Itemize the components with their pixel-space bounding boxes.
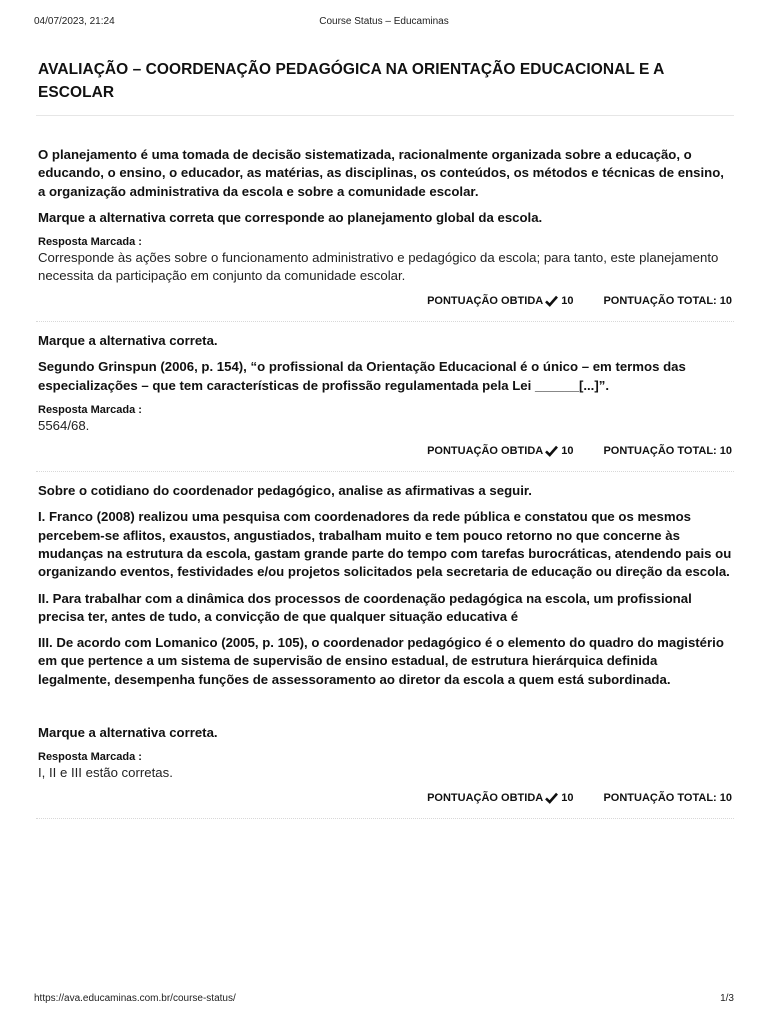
score-obtained-value: 10 — [561, 445, 574, 458]
page-title: AVALIAÇÃO – COORDENAÇÃO PEDAGÓGICA NA ORIENTAÇÃO EDUCACIONAL E A ESCOLAR — [38, 61, 664, 101]
score-row — [38, 291, 732, 311]
print-footer — [34, 993, 734, 1009]
question-1 — [36, 116, 734, 322]
answer-label: Resposta Marcada : — [38, 404, 142, 417]
selected-answer: Corresponde às ações sobre o funcionamento administrativo e pedagógico da escola; para tanto, este planejamento necessita da participação em conjunto da comunidade escolar. — [38, 250, 719, 284]
score-total: PONTUAÇÃO TOTAL: 10 — [603, 445, 732, 458]
print-url: https://ava.educaminas.com.br/course-status/ — [34, 993, 236, 1004]
question-2 — [36, 322, 734, 472]
question-3-paragraph-5: Marque a alternativa correta. — [38, 725, 218, 741]
score-obtained-label: PONTUAÇÃO OBTIDA — [427, 295, 544, 308]
score-obtained-label: PONTUAÇÃO OBTIDA — [427, 445, 544, 458]
checkmark-icon — [545, 792, 558, 804]
question-3-paragraph-3: II. Para trabalhar com a dinâmica dos processos de coordenação pedagógica na escola, um profissional precisa ter, antes de tudo, a convicção de que qualquer situação educativa é — [38, 590, 692, 624]
question-3-paragraph-1: Sobre o cotidiano do coordenador pedagógico, analise as afirmativas a seguir. — [38, 483, 532, 499]
score-total: PONTUAÇÃO TOTAL: 10 — [603, 295, 732, 308]
print-header — [34, 16, 734, 32]
question-1-paragraph-2: Marque a alternativa correta que corresponde ao planejamento global da escola. — [38, 209, 543, 225]
checkmark-icon — [545, 295, 558, 307]
score-obtained — [427, 792, 573, 804]
checkmark-icon — [545, 445, 558, 457]
score-row — [38, 441, 732, 461]
question-2-paragraph-1: Marque a alternativa correta. — [38, 333, 218, 349]
question-1-paragraph-1: O planejamento é uma tomada de decisão sistematizada, racionalmente organizada sobre a educação, o educando, o ensino, o educador, as matérias, as disciplinas, os conteúdos, os métodos e técnicas de ensino, a organização administrativa da escola e sobre a comunidade escolar. — [38, 147, 724, 199]
score-obtained-label: PONTUAÇÃO OBTIDA — [427, 792, 544, 805]
score-total: PONTUAÇÃO TOTAL: 10 — [603, 792, 732, 805]
answer-label: Resposta Marcada : — [38, 751, 142, 764]
question-3-paragraph-2: I. Franco (2008) realizou uma pesquisa com coordenadores da rede pública e constatou que os mesmos percebem-se aflitos, exaustos, angustiados, trabalham muito e tem pouco retorno no que concerne às mudanças na estrutura da escola, gastam grande parte do tempo com tarefas burocráticas, atendendo pais ou organizando eventos, festividades e/ou projetos solicitados pela secretaria de educação ou direção da escola. — [38, 509, 732, 580]
score-row — [38, 788, 732, 808]
selected-answer: 5564/68. — [38, 418, 90, 434]
question-2-paragraph-2: Segundo Grinspun (2006, p. 154), “o profissional da Orientação Educacional é o único – em termos das especializações – que tem características de profissão regulamentada pela Lei ______[...]”. — [38, 359, 686, 393]
score-obtained — [427, 445, 573, 457]
question-3 — [36, 472, 734, 819]
selected-answer: I, II e III estão corretas. — [38, 765, 173, 781]
print-page-title: Course Status – Educaminas — [319, 16, 449, 27]
score-obtained — [427, 295, 573, 307]
answer-label: Resposta Marcada : — [38, 236, 142, 249]
course-status-content — [38, 58, 732, 819]
print-datetime: 04/07/2023, 21:24 — [34, 16, 115, 27]
print-page-number: 1/3 — [720, 993, 734, 1004]
score-obtained-value: 10 — [561, 792, 574, 805]
score-obtained-value: 10 — [561, 295, 574, 308]
question-3-paragraph-4: III. De acordo com Lomanico (2005, p. 105), o coordenador pedagógico é o elemento do quadro do magistério em que pertence a um sistema de supervisão de ensino estadual, de estrutura hierárquica definida legalmente, desempenha funções de assessoramento ao diretor da escola a quem está subordinada. — [38, 635, 724, 687]
